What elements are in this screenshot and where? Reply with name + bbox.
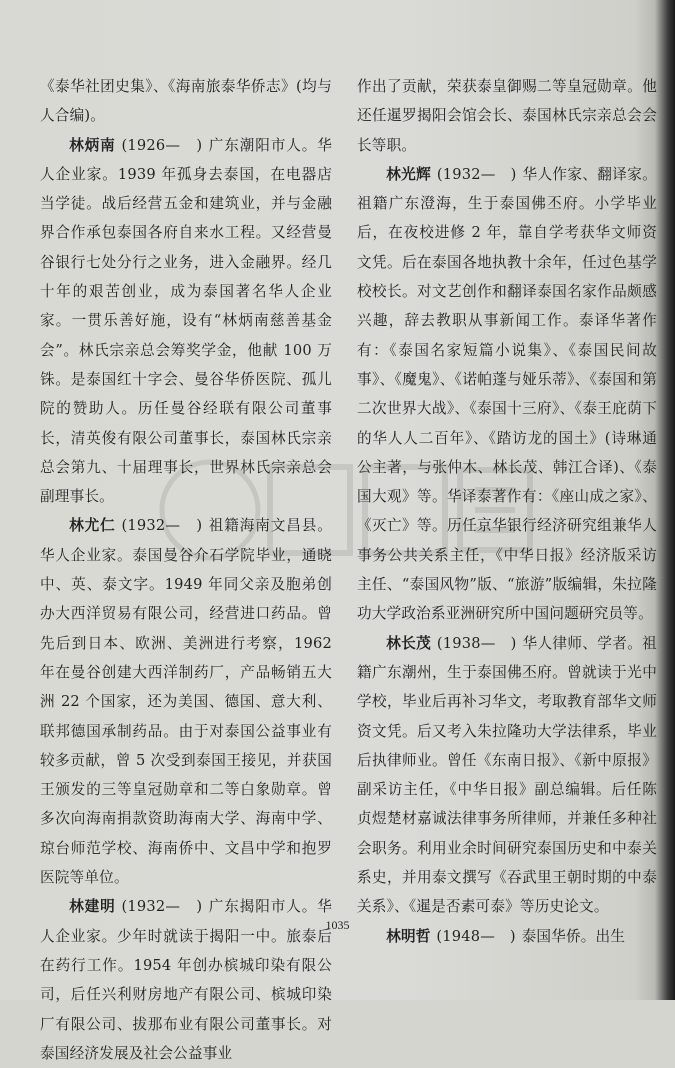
biography-entry <box>40 131 332 512</box>
page-number: 1035 <box>325 918 350 932</box>
entry-years: (1948— ) <box>436 927 516 945</box>
entry-name: 林光辉 <box>386 165 432 183</box>
biography-entry <box>357 160 657 629</box>
entry-text: 泰国华侨。出生 <box>521 927 626 945</box>
intro-text: 《泰华社团史集》、《海南旅泰华侨志》(均与人合编)。 <box>40 78 332 125</box>
biography-entry <box>40 511 332 892</box>
entry-text: 华人律师、学者。祖籍广东潮州，生于泰国佛丕府。曾就读于光中学校，毕业后再补习华文，考取教育部华文师资文凭。后又考入朱拉隆功大学法律系，毕业后执律师业。曾任《东南日报》、《新中原报》副采访主任，《中华日报》副总编辑。后任陈贞煜楚材嘉诚法律事务所律师，并兼任多种社会职务。利用业余时间研究泰国历史和中泰关系史，并用泰文撰写《吞武里王朝时期的中泰关系》、《暹是否素可泰》等历史论文。 <box>357 634 657 916</box>
entry-name: 林炳南 <box>69 136 116 154</box>
entry-text: 广东揭阳市人。华人企业家。少年时就读于揭阳一中。旅泰后在药行工作。1954 年创办槟城印染有限公司，后任兴利财房地产有限公司、槟城印染厂有限公司、拔那布业有限公司董事长。对泰国经济发展及社会公益事业 <box>40 898 332 1062</box>
entry-text: 广东潮阳市人。华人企业家。1939 年孤身去泰国，在电器店当学徒。战后经营五金和建筑业，并与金融界合作承包泰国各府自来水工程。又经营曼谷银行七处分行之业务，进入金融界。经几十年的艰苦创业，成为泰国著名华人企业家。一贯乐善好施，设有“林炳南慈善基金会”。林氏宗亲总会筹奖学金，他献 100 万铢。是泰国红十字会、曼谷华侨医院、孤儿院的赞助人。历任曼谷经联有限公司董事长，清英俊有限公司董事长，泰国林氏宗亲总会第九、十届理事长，世界林氏宗亲总会副理事长。 <box>40 136 332 506</box>
entry-text: 华人作家、翻译家。祖籍广东澄海，生于泰国佛丕府。小学毕业后，在夜校进修 2 年，靠自学考获华文师资文凭。后在泰国各地执教十余年，任过色基学校校长。对文艺创作和翻译泰国名家作品颇感兴趣，辞去教职从事新闻工作。泰译华著作有：《泰国名家短篇小说集》、《泰国民间故事》、《魔鬼》、《诺帕蓬与娅乐蒂》、《泰国和第二次世界大战》、《泰国十三府》、《泰王庇荫下的华人人二百年》、《踏访龙的国土》(诗琳通公主著，与张仲木、林长茂、韩江合译)、《泰国大观》等。华译泰著作有：《座山成之家》、《灭亡》等。历任京华银行经济研究组兼华人事务公共关系主任，《中华日报》经济版采访主任、“泰国风物”版、“旅游”版编辑，朱拉隆功大学政治系亚洲研究所中国问题研究员等。 <box>357 165 657 623</box>
entry-name: 林明哲 <box>386 927 431 945</box>
continuation-text: 作出了贡献，荣获泰皇御赐二等皇冠勋章。他还任暹罗揭阳会馆会长、泰国林氏宗亲总会会长等职。 <box>357 78 657 154</box>
entry-years: (1938— ) <box>436 634 517 652</box>
entry-text: 祖籍海南文昌县。华人企业家。泰国曼谷介石学院毕业，通晓中、英、泰文字。1949 年同父亲及胞弟创办大西洋贸易有限公司，经营进口药品。曾先后到日本、欧洲、美洲进行考察，1962 年在曼谷创建大西洋制药厂，产品畅销五大洲 22 个国家，还为美国、德国、意大利、联邦德国承制药品。由于对泰国公益事业有较多贡献，曾 5 次受到泰国王接见，并获国王颁发的三等皇冠勋章和二等白象勋章。曾多次向海南捐款资助海南大学、海南中学、琼台师范学校、海南侨中、文昌中学和抱罗医院等单位。 <box>40 517 332 887</box>
biography-entry <box>357 629 657 922</box>
right-column <box>357 72 657 951</box>
entry-years: (1932— ) <box>121 898 203 916</box>
entry-name: 林长茂 <box>386 634 432 652</box>
entry-years: (1932— ) <box>436 165 517 183</box>
entry-name: 林建明 <box>69 898 116 916</box>
entry-years: (1926— ) <box>121 136 203 154</box>
entry-name: 林尤仁 <box>69 517 116 535</box>
entry-years: (1932— ) <box>121 517 203 535</box>
